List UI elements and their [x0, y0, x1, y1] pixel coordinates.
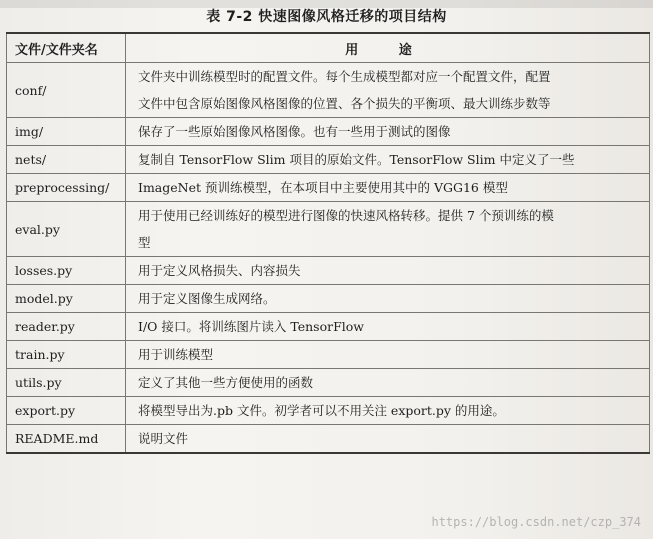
table-row	[7, 313, 650, 341]
usage-line: 用于定义风格损失、内容损失	[138, 263, 301, 278]
usage-cell	[126, 174, 650, 202]
table-row	[7, 118, 650, 146]
usage-cell	[126, 313, 650, 341]
table-row	[7, 202, 650, 257]
table-row	[7, 341, 650, 369]
usage-cell	[126, 425, 650, 454]
usage-line: 说明文件	[138, 431, 189, 446]
usage-line: 用于使用已经训练好的模型进行图像的快速风格转移。提供 7 个预训练的模	[138, 208, 554, 223]
file-name-cell: utils.py	[7, 369, 126, 397]
usage-line: 将模型导出为.pb 文件。初学者可以不用关注 export.py 的用途。	[138, 403, 505, 418]
table-row	[7, 397, 650, 425]
table-row	[7, 425, 650, 454]
file-name-cell: README.md	[7, 425, 126, 454]
table-row	[7, 174, 650, 202]
file-name-cell: reader.py	[7, 313, 126, 341]
usage-cell	[126, 341, 650, 369]
file-name-cell: losses.py	[7, 257, 126, 285]
file-name-cell: conf/	[7, 63, 126, 118]
usage-cell	[126, 397, 650, 425]
usage-line: 用于定义图像生成网络。	[138, 291, 276, 306]
header-filename: 文件/文件夹名	[7, 33, 126, 63]
table-row	[7, 369, 650, 397]
table-row	[7, 285, 650, 313]
usage-line: 型	[138, 235, 151, 250]
usage-line: ImageNet 预训练模型，在本项目中主要使用其中的 VGG16 模型	[138, 180, 508, 195]
usage-line: 定义了其他一些方便使用的函数	[138, 375, 314, 390]
file-name-cell: train.py	[7, 341, 126, 369]
table-row	[7, 146, 650, 174]
usage-cell	[126, 285, 650, 313]
usage-line: 文件中包含原始图像风格图像的位置、各个损失的平衡项、最大训练步数等	[138, 96, 551, 111]
usage-cell	[126, 369, 650, 397]
table-header-row	[7, 33, 650, 63]
usage-cell	[126, 257, 650, 285]
table-row	[7, 63, 650, 118]
table-caption: 表 7-2 快速图像风格迁移的项目结构	[206, 9, 447, 25]
file-name-cell: eval.py	[7, 202, 126, 257]
project-structure-table	[6, 32, 650, 454]
usage-line: 用于训练模型	[138, 347, 214, 362]
table-body	[7, 63, 650, 454]
table-row	[7, 257, 650, 285]
usage-line: 文件夹中训练模型时的配置文件。每个生成模型都对应一个配置文件，配置	[138, 69, 551, 84]
usage-line: 保存了一些原始图像风格图像。也有一些用于测试的图像	[138, 124, 451, 139]
file-name-cell: export.py	[7, 397, 126, 425]
file-name-cell: nets/	[7, 146, 126, 174]
usage-line: I/O 接口。将训练图片读入 TensorFlow	[138, 319, 364, 334]
usage-cell	[126, 202, 650, 257]
header-usage: 用 途	[126, 33, 650, 63]
usage-cell	[126, 63, 650, 118]
file-name-cell: img/	[7, 118, 126, 146]
file-name-cell: preprocessing/	[7, 174, 126, 202]
watermark: https://blog.csdn.net/czp_374	[431, 515, 641, 529]
usage-cell	[126, 146, 650, 174]
usage-cell	[126, 118, 650, 146]
file-name-cell: model.py	[7, 285, 126, 313]
usage-line: 复制自 TensorFlow Slim 项目的原始文件。TensorFlow Slim 中定义了一些	[138, 152, 575, 167]
